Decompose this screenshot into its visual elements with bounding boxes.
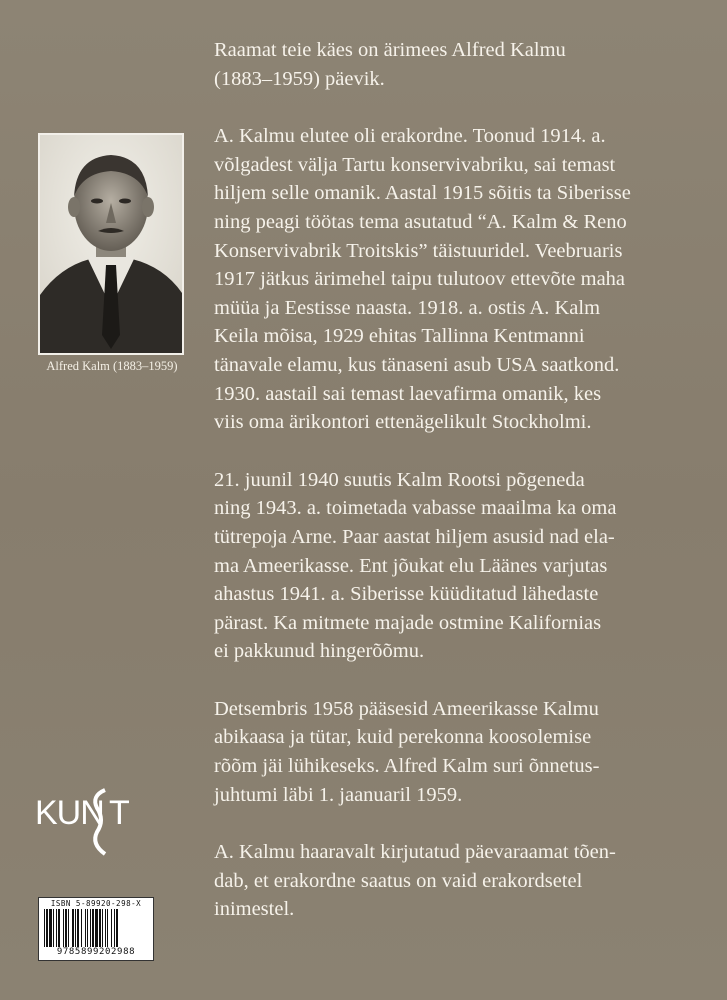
text-line: tänavale elamu, kus tänaseni asub USA saatkond. <box>214 353 620 376</box>
barcode-bar <box>107 909 108 947</box>
barcode-bar <box>44 909 45 947</box>
text-line: võlgadest välja Tartu konservivabriku, sai temast <box>214 153 616 176</box>
barcode-bar <box>72 909 74 947</box>
isbn-number: ISBN 5-89920-298-X <box>50 899 142 908</box>
text-line: hiljem selle omanik. Aastal 1915 sõitis ta Siberisse <box>214 182 631 205</box>
text-line: ei pakkunud hingerõõmu. <box>214 640 425 663</box>
barcode-bar <box>77 909 79 947</box>
text-line: ma Ameerikasse. Ent jõukat elu Läänes varjutas <box>214 554 608 577</box>
barcode-bar <box>102 909 103 947</box>
barcode-bar <box>90 909 91 947</box>
text-line: 21. juunil 1940 suutis Kalm Rootsi põgeneda <box>214 468 585 491</box>
paragraph-closing <box>214 838 714 924</box>
text-line: A. Kalmu haaravalt kirjutatud päevaraamat tõen- <box>214 841 616 864</box>
barcode-bar <box>63 909 64 947</box>
barcode-bar <box>75 909 76 947</box>
text-line: Keila mõisa, 1929 ehitas Tallinna Kentmanni <box>214 325 585 348</box>
photo-caption: Alfred Kalm (1883–1959) <box>46 359 178 373</box>
blurb-text <box>214 36 714 953</box>
svg-text:KUN: KUN <box>35 794 104 832</box>
text-line: inimestel. <box>214 898 295 921</box>
barcode <box>38 897 154 961</box>
barcode-bar <box>81 909 82 947</box>
text-line: 1917 jätkus ärimehel taipu tulutoov ettevõte maha <box>214 268 626 291</box>
text-line: ning 1943. a. toimetada vabasse maailma ka oma <box>214 497 617 520</box>
barcode-bar <box>95 909 98 947</box>
publisher-logo <box>35 782 135 860</box>
barcode-bar <box>56 909 57 947</box>
text-line: Konservivabrik Troitskis” täistuuridel. Veebruaris <box>214 239 623 262</box>
barcode-bar <box>53 909 54 947</box>
text-line: dab, et erakordne saatus on vaid erakordsetel <box>214 869 583 892</box>
paragraph-intro <box>214 36 714 93</box>
text-line: Raamat teie käes on ärimees Alfred Kalmu <box>214 39 566 61</box>
text-line: viis oma ärikontori ettenägelikult Stockholmi. <box>214 411 592 434</box>
text-line: müüa ja Eestisse naasta. 1918. a. ostis A. Kalm <box>214 296 601 319</box>
barcode-bar <box>92 909 94 947</box>
text-line: tütrepoja Arne. Paar aastat hiljem asusid nad ela- <box>214 525 615 548</box>
barcode-bar <box>65 909 67 947</box>
barcode-bar <box>105 909 106 947</box>
text-line: 1930. aastail sai temast laevafirma omanik, kes <box>214 382 602 405</box>
text-line: A. Kalmu elutee oli erakordne. Toonud 1914. a. <box>214 125 606 148</box>
barcode-bar <box>99 909 101 947</box>
text-line: Detsembris 1958 pääsesid Ameerikasse Kalmu <box>214 697 599 720</box>
ean-number: 9785899202988 <box>56 947 136 957</box>
text-line: ning peagi töötas tema asutatud “A. Kalm & Reno <box>214 210 627 233</box>
text-line: pärast. Ka mitmete majade ostmine Kalifornias <box>214 611 602 634</box>
text-line: ahastus 1941. a. Siberisse küüditatud lähedaste <box>214 583 599 606</box>
barcode-bar <box>87 909 88 947</box>
paragraph-death <box>214 695 714 809</box>
text-line: abikaasa ja tütar, kuid perekonna koosolemise <box>214 726 592 749</box>
text-line: (1883–1959) päevik. <box>214 67 385 90</box>
barcode-bar <box>114 909 115 947</box>
barcode-bar <box>85 909 86 947</box>
paragraph-escape <box>214 466 714 666</box>
svg-text:T: T <box>109 794 130 832</box>
barcode-bar <box>68 909 69 947</box>
barcode-bars <box>43 909 149 947</box>
barcode-bar <box>46 909 48 947</box>
barcode-bar <box>49 909 52 947</box>
text-line: juhtumi läbi 1. jaanuaril 1959. <box>214 783 463 806</box>
portrait-photo <box>40 135 182 353</box>
barcode-bar <box>58 909 60 947</box>
barcode-bar <box>116 909 118 947</box>
barcode-bar <box>111 909 112 947</box>
text-line: rõõm jäi lühikeseks. Alfred Kalm suri õnnetus- <box>214 755 600 778</box>
paragraph-biography <box>214 122 714 437</box>
